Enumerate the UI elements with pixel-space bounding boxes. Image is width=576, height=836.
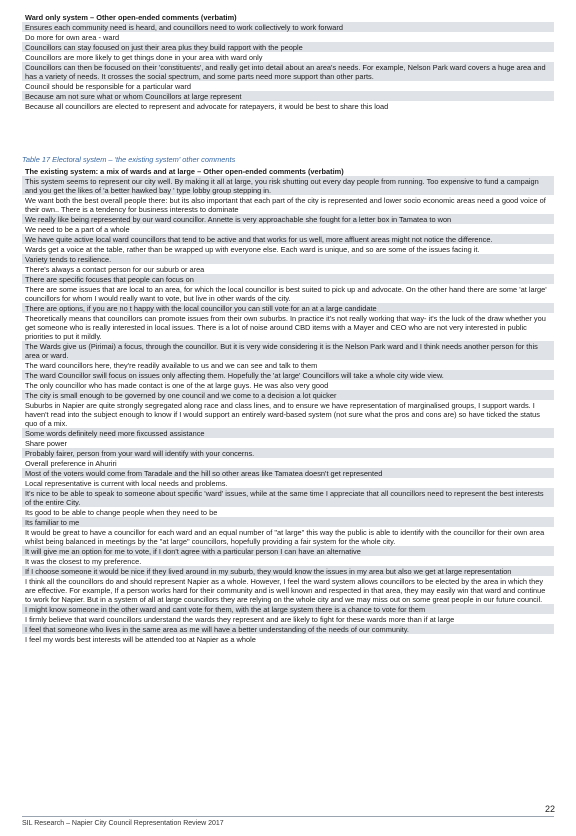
existing-system-comments-table: [22, 166, 554, 644]
table-row: I firmly believe that ward councillors understand the wards they represent and are likely to fight for these wards more than if at large: [25, 614, 455, 624]
table-row: Some words definitely need more fixcussed assistance: [22, 428, 554, 438]
table-header: The existing system: a mix of wards and at large – Other open-ended comments (verbatim): [22, 166, 554, 176]
table-row: It was the closest to my preference.: [25, 556, 142, 566]
table-row: Suburbs in Napier are quite strongly segregated along race and class lines, and to ensure we have representation of marginalised groups, I support wards. I haven't read into the subject enough to know if I would support an entirely ward-based system (not sure what the pros and cons are) so have ticked the status quo of a mix.: [25, 400, 540, 428]
table-row: We need to be a part of a whole: [25, 224, 130, 234]
table-row: Most of the voters would come from Taradale and the hill so other areas like Tamatea doesn't get represented: [22, 468, 554, 478]
table-row: I might know someone in the other ward and cant vote for them, with the at large system there is a chance to vote for them: [22, 604, 554, 614]
table-row: Wards get a voice at the table, rather than be wrapped up with everyone else. Each ward is unique, and so are some of the issues facing it.: [25, 244, 480, 254]
table-row: It will give me an option for me to vote, if I don't agree with a particular person I can have an alternative: [22, 546, 554, 556]
table-row: I feel my words best interests will be attended too at Napier as a whole: [25, 634, 256, 644]
table-row: Its good to be able to change people when they need to be: [25, 507, 218, 517]
table-row: We have quite active local ward councillors that tend to be active and that works for us well, more affluent areas might not notice the difference.: [22, 234, 554, 244]
table-row: The ward Councillor swill focus on issues only affecting them. Hopefully the 'at large' Councillors will take a whole city wide view.: [22, 370, 554, 380]
table-row: We want both the best overall people there: but its also important that each part of the city is represented and lower socio economic areas need a good voice of their own.. There is a tendency for business interests to dominate: [25, 195, 546, 214]
table-row: It would be great to have a councillor for each ward and an equal number of "at large" this way the public is able to identify with the councillor for their own area whilst being balanced in meetings by the "at large" councillors, hopefully providing a fair system for the whole city.: [25, 527, 545, 546]
table-row: I feel that someone who lives in the same area as me will have a better understanding of the needs of our community.: [22, 624, 554, 634]
table-row: It's nice to be able to speak to someone about specific 'ward' issues, while at the same time I appreciate that all councillors need to represent the best interests of the entire City.: [22, 488, 554, 507]
table-row: We really like being represented by our ward councillor. Annette is very approachable she fought for a letter box in Tamatea to won: [22, 214, 554, 224]
table-row: Overall preference in Ahuriri: [25, 458, 117, 468]
table-row: Ensures each community need is heard, and councillors need to work collectively to work forward: [22, 22, 554, 32]
table-row: I think all the councillors do and should represent Napier as a whole. However, I feel the ward system allows councillors to be elected by the area in which they are effective. For example, If a person works hard for their community and is well known and respected in that area, they may easily win that ward and continue to work for Napier. But in a system of all at large councillors they are relying on the whole city and we may miss out on some great people in our future council.: [25, 576, 546, 604]
table-row: There are options, if you are no t happy with the local councillor you can still vote for an at a large candidate: [22, 303, 554, 313]
table-row: Theoretically means that councillors can promote issues from their own suburbs. In practice it's not really working that way- it's the luck of the draw whether you get someone who is really interested in local issues. There is a lot of noise around CBD items with a Mayer and CEO who are not very interested in public priorities to put it mildly.: [25, 313, 546, 341]
footer-divider: [22, 816, 554, 817]
table-row: Local representative is current with local needs and problems.: [25, 478, 228, 488]
table-row: Because all councillors are elected to represent and advocate for ratepayers, it would be best to share this load: [25, 101, 389, 111]
table-row: Councillors can then be focused on their 'constituents', and really get into detail about an area's needs. For example, Nelson Park ward covers a huge area and has a variety of needs. It crosses the social spectrum, and some parts need more support than other parts.: [22, 62, 554, 81]
table-row: Its familiar to me: [22, 517, 554, 527]
page-number: 22: [544, 804, 555, 814]
table-row: The only councillor who has made contact is one of the at large guys. He was also very good: [25, 380, 329, 390]
table-row: There are specific focuses that people can focus on: [22, 274, 554, 284]
table-body: [22, 22, 554, 111]
table-header: Ward only system – Other open-ended comments (verbatim): [22, 12, 554, 22]
table-row: Probably fairer, person from your ward will identify with your concerns.: [22, 448, 554, 458]
table-row: Council should be responsible for a particular ward: [25, 81, 191, 91]
table-row: Share power: [25, 438, 67, 448]
table-row: The ward councillors here, they're readily available to us and we can see and talk to them: [25, 360, 318, 370]
table-row: Councillors can stay focused on just their area plus they build rapport with the people: [22, 42, 554, 52]
table-caption: Table 17 Electoral system – 'the existing system' other comments: [22, 155, 236, 164]
table-body: [22, 176, 554, 644]
table-row: If I choose someone it would be nice if they lived around in my suburb, they would know the issues in my area but also we get at large representation: [22, 566, 554, 576]
table-row: There are some issues that are local to an area, for which the local councillor is best suited to pick up and advocate. On the other hand there are some 'at large' councillors for whom I would really want to vote, but live in other wards of the city.: [25, 284, 547, 303]
table-row: The city is small enough to be governed by one council and we come to a decision a lot quicker: [22, 390, 554, 400]
footer-text: SIL Research – Napier City Council Representation Review 2017: [22, 820, 224, 827]
table-row: Because am not sure what or whom Councillors at large represent: [22, 91, 554, 101]
table-row: The Wards give us (Pirimai) a focus, through the councillor. But it is very wide considering it is the Nelson Park ward and I think needs another person for this area or ward.: [22, 341, 554, 360]
table-row: Do more for own area - ward: [25, 32, 120, 42]
ward-only-comments-table: [22, 12, 554, 111]
table-row: There's always a contact person for our suburb or area: [25, 264, 205, 274]
table-row: This system seems to represent our city well. By making it all at large, you risk shutting out every day people from running. Too expensive to fund a campaign and you get the likes of 'a better hawked bay ' type lobby group stepping in.: [22, 176, 554, 195]
table-row: Variety tends to resilience.: [22, 254, 554, 264]
table-row: Councillors are more likely to get things done in your area with ward only: [25, 52, 263, 62]
